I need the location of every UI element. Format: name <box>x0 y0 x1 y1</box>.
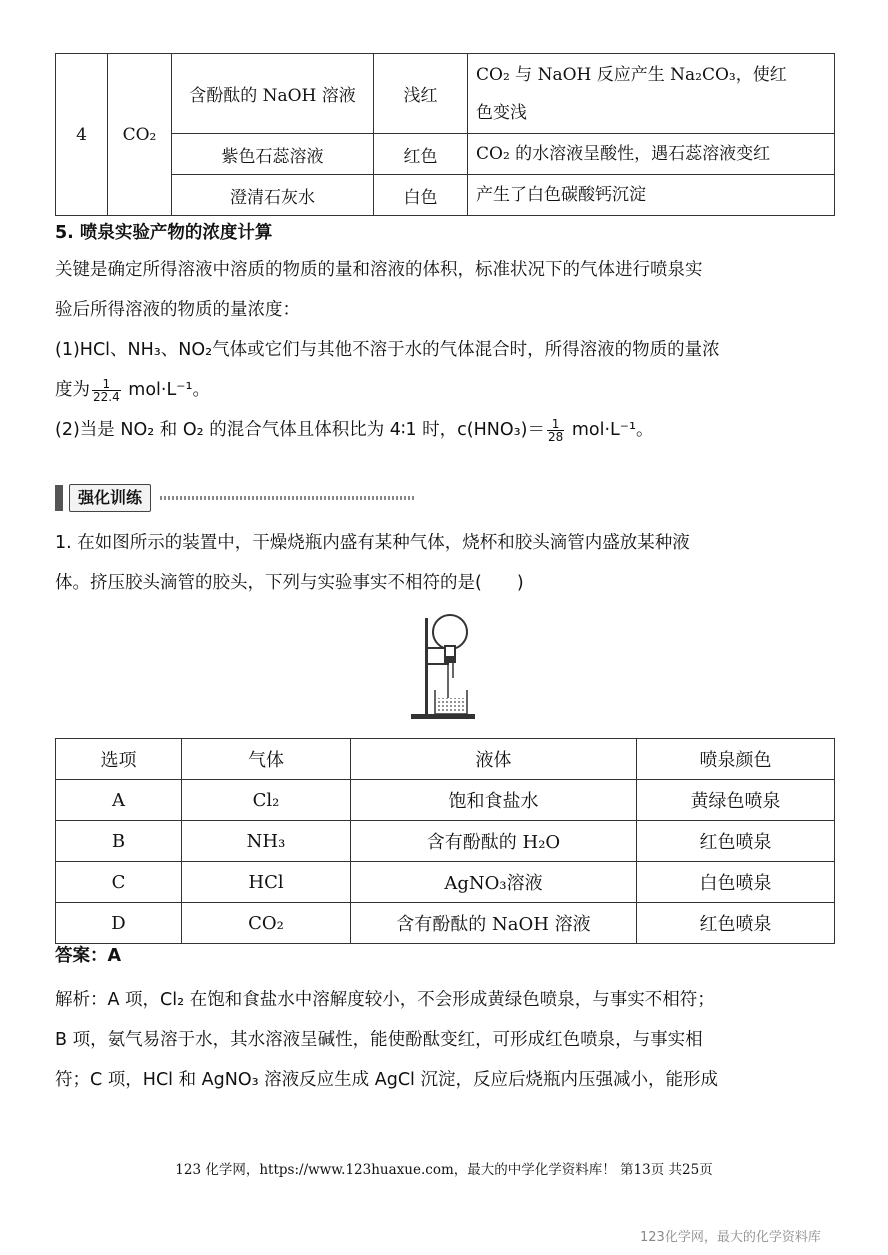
flask <box>433 615 467 649</box>
table-row <box>56 780 835 821</box>
question-line: 体。挤压胶头滴管的胶头，下列与实验事实不相符的是( ) <box>55 573 524 593</box>
liquid-cell: AgNO₃溶液 <box>351 862 637 903</box>
table-header-row <box>56 739 835 780</box>
column-header: 选项 <box>56 739 182 780</box>
analysis-line: 解析：A 项，Cl₂ 在饱和食盐水中溶解度较小，不会形成黄绿色喷泉，与事实不相符； <box>55 990 715 1010</box>
analysis-text <box>55 980 845 1100</box>
question-line: 1. 在如图所示的装置中，干燥烧瓶内盛有某种气体，烧杯和胶头滴管内盛放某种液 <box>55 533 690 553</box>
stand-pole <box>425 618 428 714</box>
banner-bar <box>55 485 63 511</box>
fraction <box>547 418 564 443</box>
banner-label: 强化训练 <box>69 484 151 512</box>
gas-cell: Cl₂ <box>182 780 351 821</box>
analysis-line: B 项，氨气易溶于水，其水溶液呈碱性，能使酚酞变红，可形成红色喷泉，与事实相 <box>55 1030 703 1050</box>
liquid-cell: 含有酚酞的 NaOH 溶液 <box>351 903 637 944</box>
formula-prefix: (2)当是 NO₂ 和 O₂ 的混合气体且体积比为 4∶1 时，c(HNO₃)＝ <box>55 420 545 440</box>
gas-cell: NH₃ <box>182 821 351 862</box>
column-header: 液体 <box>351 739 637 780</box>
section-body <box>55 250 845 450</box>
answer-value: A <box>107 946 122 966</box>
column-header: 气体 <box>182 739 351 780</box>
color-cell: 白色 <box>374 175 468 216</box>
fountain-apparatus-diagram <box>405 608 485 726</box>
solution-cell: 澄清石灰水 <box>172 175 374 216</box>
table-row <box>56 903 835 944</box>
fraction-denominator: 22.4 <box>93 389 120 404</box>
page-footer: 123 化学网，https://www.123huaxue.com，最大的中学化学资料库！ 第13页 共25页 <box>175 1162 713 1178</box>
formula-line <box>55 370 845 410</box>
fraction-numerator: 1 <box>92 378 121 391</box>
column-header: 喷泉颜色 <box>637 739 835 780</box>
answer <box>55 936 121 976</box>
reaction-table <box>55 53 835 216</box>
fountain-color-cell: 红色喷泉 <box>637 821 835 862</box>
paragraph-line: (1)HCl、NH₃、NO₂气体或它们与其他不溶于水的气体混合时，所得溶液的物质的量浓 <box>55 340 720 360</box>
option-letter: C <box>56 862 182 903</box>
gas-cell: CO₂ <box>182 903 351 944</box>
fountain-color-cell: 白色喷泉 <box>637 862 835 903</box>
fraction-denominator: 28 <box>547 429 564 444</box>
section-banner <box>55 483 415 513</box>
analysis-line: 符；C 项，HCl 和 AgNO₃ 溶液反应生成 AgCl 沉淀，反应后烧瓶内压强减小，能形成 <box>55 1070 718 1090</box>
description-cell <box>468 54 835 134</box>
question-text <box>55 523 845 603</box>
color-cell: 红色 <box>374 134 468 175</box>
row-number: 4 <box>56 54 108 216</box>
table-row <box>56 821 835 862</box>
table-row <box>56 862 835 903</box>
fraction <box>92 378 121 403</box>
fountain-color-cell: 黄绿色喷泉 <box>637 780 835 821</box>
description-cell: CO₂ 的水溶液呈酸性，遇石蕊溶液变红 <box>468 134 835 175</box>
watermark: 123化学网，最大的化学资料库 <box>640 1230 821 1245</box>
formula-unit: mol·L⁻¹。 <box>566 420 654 440</box>
gas-cell: HCl <box>182 862 351 903</box>
liquid-cell: 饱和食盐水 <box>351 780 637 821</box>
description-cell: 产生了白色碳酸钙沉淀 <box>468 175 835 216</box>
formula-unit: mol·L⁻¹。 <box>122 380 210 400</box>
description-line: 色变浅 <box>476 102 527 123</box>
solution-cell: 含酚酞的 NaOH 溶液 <box>172 54 374 134</box>
fraction-numerator: 1 <box>547 418 564 431</box>
option-letter: B <box>56 821 182 862</box>
options-table <box>55 738 835 944</box>
section-heading: 5. 喷泉实验产物的浓度计算 <box>55 223 273 243</box>
description-line: CO₂ 与 NaOH 反应产生 Na₂CO₃，使红 <box>476 64 787 85</box>
option-letter: A <box>56 780 182 821</box>
formula-prefix: 度为 <box>55 380 90 400</box>
fountain-color-cell: 红色喷泉 <box>637 903 835 944</box>
option-letter: D <box>56 903 182 944</box>
paragraph-line: 关键是确定所得溶液中溶质的物质的量和溶液的体积，标准状况下的气体进行喷泉实 <box>55 260 703 280</box>
color-cell: 浅红 <box>374 54 468 134</box>
liquid-cell: 含有酚酞的 H₂O <box>351 821 637 862</box>
gas-cell: CO₂ <box>108 54 172 216</box>
paragraph-line: 验后所得溶液的物质的量浓度： <box>55 300 300 320</box>
formula-line <box>55 410 845 450</box>
banner-stripe <box>160 496 415 500</box>
solution-cell: 紫色石蕊溶液 <box>172 134 374 175</box>
answer-label: 答案： <box>55 946 108 966</box>
